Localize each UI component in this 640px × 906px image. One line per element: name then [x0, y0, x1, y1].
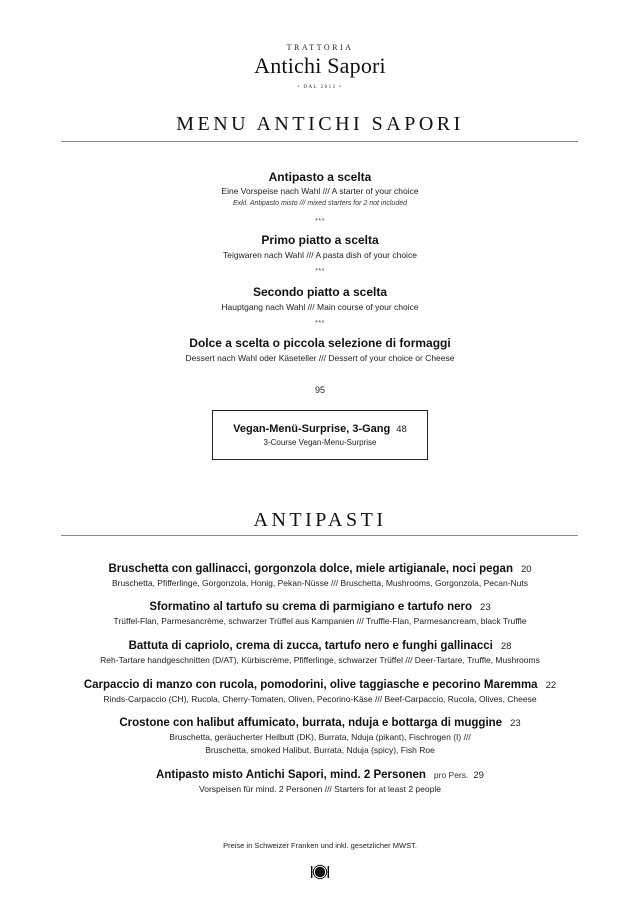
dish-price: 28 [500, 641, 512, 652]
menu-title: MENU ANTICHI SAPORI [176, 113, 464, 135]
course-separator: *** [315, 268, 325, 275]
course-title: Primo piatto a scelta [261, 233, 379, 247]
course-subtitle: Hauptgang nach Wahl /// Main course of your choice [221, 302, 419, 312]
dish-description: Rinds-Carpaccio (CH), Rucola, Cherry-Tomaten, Oliven, Pecorino-Käse /// Beef-Carpaccio, Rucola, Olives, Cheese [103, 694, 537, 704]
brand-prefix: TRATTORIA [286, 43, 354, 52]
vegan-menu-title [213, 423, 427, 435]
dish-name: Carpaccio di manzo con rucola, pomodorini, olive taggiasche e pecorino Maremma [83, 679, 538, 691]
dish-price: 22 [545, 680, 557, 691]
dish-price: 20 [520, 564, 532, 575]
dish-name: Sformatino al tartufo su crema di parmigiano e tartufo nero [149, 601, 473, 613]
menu-divider [61, 141, 578, 142]
dish-name: Battuta di capriolo, crema di zucca, tartufo nero e funghi gallinacci [128, 640, 493, 652]
antipasti-title: ANTIPASTI [253, 509, 387, 531]
course-separator: *** [315, 320, 325, 327]
course-subtitle: Dessert nach Wahl oder Käseteller /// Dessert of your choice or Cheese [185, 353, 455, 363]
brand-since: • DAL 2012 • [297, 85, 343, 90]
course-title: Dolce a scelta o piccola selezione di formaggi [189, 336, 451, 350]
course-note: Exkl. Antipasto misto /// mixed starters for 2 not included [232, 200, 408, 207]
dish-per-person: pro Pers. [433, 770, 469, 780]
course-subtitle: Eine Vorspeise nach Wahl /// A starter of your choice [221, 186, 419, 196]
dish-title [0, 601, 640, 613]
dish-description: Trüffel-Flan, Parmesancrème, schwarzer Trüffel aus Kampanien /// Truffle-Flan, Parmesancream, black Truffle [113, 616, 527, 626]
dish-name: Bruschetta con gallinacci, gorgonzola dolce, miele artigianale, noci pegan [108, 563, 513, 575]
dish-name: Crostone con halibut affumicato, burrata, nduja e bottarga di muggine [119, 717, 503, 729]
dish-title [0, 717, 640, 729]
dish-title [0, 679, 640, 691]
vegan-menu-price: 48 [396, 424, 407, 435]
dish-description: Vorspeisen für mind. 2 Personen /// Starters for at least 2 people [199, 784, 441, 794]
course-title: Secondo piatto a scelta [252, 285, 388, 299]
dish-description: Bruschetta, smoked Halibut, Burrata, Nduja (spicy), Fish Roe [205, 745, 435, 755]
dish-title [0, 640, 640, 652]
dish-title [0, 769, 640, 781]
course-separator: *** [315, 218, 325, 225]
dish-description: Reh-Tartare handgeschnitten (D/AT), Kürbiscrème, Pfifferlinge, schwarzer Trüffel /// Deer-Tartare, Truffle, Mushrooms [100, 655, 540, 665]
vegan-menu-subtitle: 3-Course Vegan-Menu-Surprise [263, 438, 377, 447]
dish-price: 29 [473, 770, 484, 781]
dish-name: Antipasto misto Antichi Sapori, mind. 2 Personen [156, 769, 426, 781]
antipasti-divider [61, 535, 578, 536]
vegan-menu-box [212, 410, 428, 460]
course-title: Antipasto a scelta [268, 170, 372, 184]
menu-price: 95 [314, 385, 325, 395]
footer-note: Preise in Schweizer Franken und inkl. gesetzlicher MWST. [223, 841, 417, 850]
dish-price: 23 [510, 718, 521, 729]
vegan-menu-name: Vegan-Menü-Surprise, 3-Gang [233, 423, 391, 435]
dish-description: Bruschetta, geräucherter Heilbutt (DK), Burrata, Nduja (pikant), Fischrogen (I) /// [169, 732, 471, 742]
dish-title [0, 563, 640, 575]
brand-name: Antichi Sapori [254, 53, 386, 78]
dish-description: Bruschetta, Pfifferlinge, Gorgonzola, Honig, Pekan-Nüsse /// Bruschetta, Mushrooms, Gorgonzola, Pecan-Nuts [111, 578, 529, 588]
course-subtitle: Teigwaren nach Wahl /// A pasta dish of your choice [223, 250, 417, 260]
plate-cutlery-icon [310, 864, 330, 880]
dish-price: 23 [480, 602, 491, 613]
